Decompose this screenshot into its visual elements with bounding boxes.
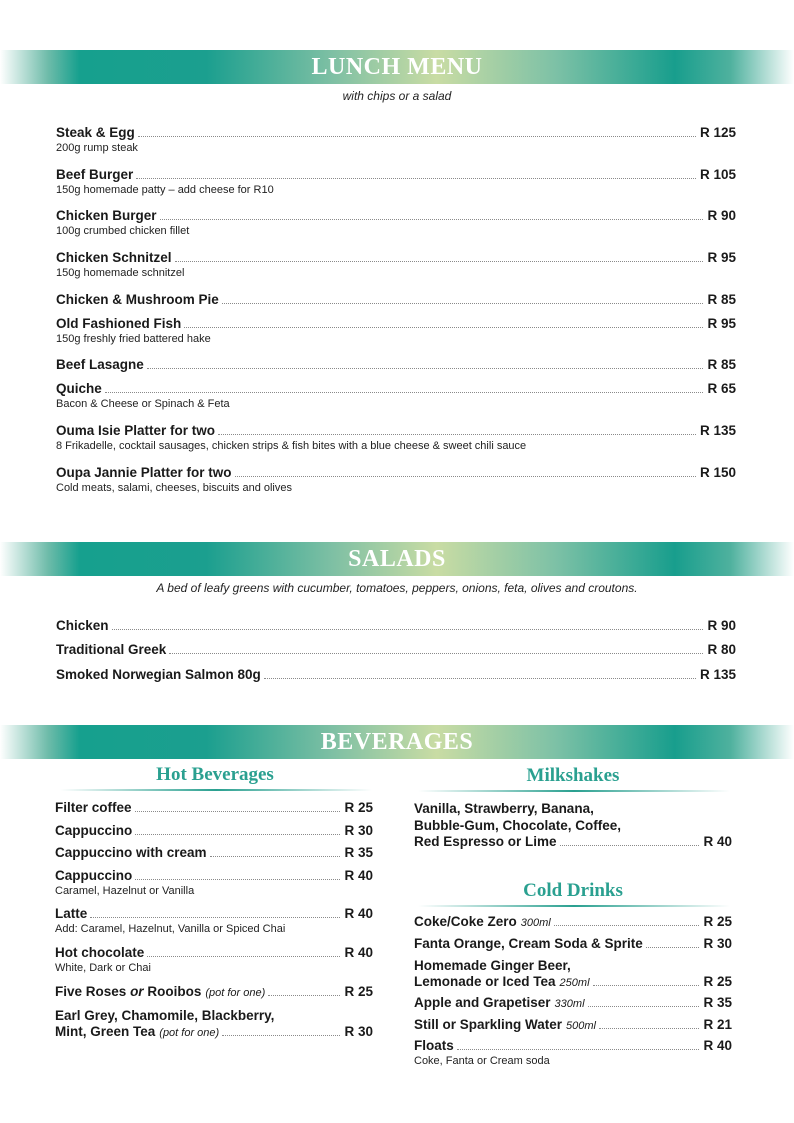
- menu-item-rooibos: [55, 984, 373, 999]
- item-price: R 95: [707, 316, 736, 331]
- leader-dots: [588, 1006, 700, 1007]
- milkshakes-item: [414, 800, 732, 849]
- leader-dots: [264, 678, 696, 679]
- leader-dots: [169, 653, 703, 654]
- leader-dots: [235, 476, 696, 477]
- item-name: Steak & Egg: [56, 125, 135, 140]
- item-name: Beef Burger: [56, 167, 134, 182]
- item-price: R 30: [344, 1024, 373, 1039]
- item-note: (pot for one): [159, 1027, 220, 1039]
- item-price: R 90: [707, 208, 736, 223]
- item-name: Chicken Schnitzel: [56, 250, 172, 265]
- item-price: R 150: [699, 465, 736, 480]
- item-price: R 30: [703, 936, 732, 951]
- item-name-part: Rooibos: [147, 984, 202, 999]
- item-note: (pot for one): [205, 987, 266, 999]
- item-description: 150g homemade patty – add cheese for R10: [56, 184, 274, 196]
- item-name: Still or Sparkling Water: [414, 1017, 563, 1032]
- menu-item: [55, 823, 373, 838]
- menu-item: [414, 936, 732, 951]
- item-price: R 135: [699, 423, 736, 438]
- item-name-line: Earl Grey, Chamomile, Blackberry,: [55, 1008, 275, 1023]
- milkshakes-heading: Milkshakes: [526, 765, 620, 786]
- lunch-menu-banner: [0, 50, 794, 84]
- item-description: Caramel, Hazelnut or Vanilla: [55, 885, 195, 897]
- item-name-line: Lemonade or Iced Tea: [414, 974, 556, 989]
- menu-item: [56, 667, 736, 682]
- menu-item: [414, 1038, 732, 1067]
- item-price: R 40: [344, 868, 373, 883]
- item-description: Cold meats, salami, cheeses, biscuits and olives: [56, 482, 292, 494]
- item-price: R 125: [699, 125, 736, 140]
- menu-item: [56, 292, 736, 307]
- leader-dots: [175, 261, 704, 262]
- salads-title: SALADS: [348, 545, 446, 572]
- item-price: R 85: [707, 357, 736, 372]
- item-price: R 40: [703, 1038, 732, 1053]
- leader-dots: [554, 925, 700, 926]
- milkshake-flavours-line: Red Espresso or Lime: [414, 834, 557, 849]
- item-price: R 30: [344, 823, 373, 838]
- item-description: 8 Frikadelle, cocktail sausages, chicken strips & fish bites with a blue cheese & sweet chili sauce: [56, 440, 527, 452]
- menu-item: [56, 381, 736, 410]
- item-name: Traditional Greek: [56, 642, 167, 657]
- item-description: 150g homemade schnitzel: [56, 267, 185, 279]
- leader-dots: [160, 219, 704, 220]
- heading-underline: [60, 789, 372, 791]
- heading-underline: [418, 905, 730, 907]
- salads-subtitle: A bed of leafy greens with cucumber, tomatoes, peppers, onions, feta, olives and croutons.: [156, 581, 638, 595]
- menu-item: [56, 208, 736, 237]
- leader-dots: [646, 947, 700, 948]
- leader-dots: [90, 917, 340, 918]
- menu-item-tea: [55, 1007, 373, 1039]
- item-price: R 35: [703, 995, 732, 1010]
- item-name: Old Fashioned Fish: [56, 316, 182, 331]
- item-price: R 80: [707, 642, 736, 657]
- beverages-title: BEVERAGES: [320, 728, 474, 755]
- milkshake-flavours-line: Bubble-Gum, Chocolate, Coffee,: [414, 818, 622, 833]
- item-price: R 85: [707, 292, 736, 307]
- menu-item: [55, 868, 373, 897]
- item-price: R 40: [344, 945, 373, 960]
- item-price: R 35: [344, 845, 373, 860]
- leader-dots: [135, 811, 341, 812]
- item-size: 500ml: [566, 1020, 596, 1032]
- menu-item: [414, 914, 732, 929]
- item-name: Beef Lasagne: [56, 357, 144, 372]
- beverages-banner: [0, 725, 794, 759]
- leader-dots: [136, 178, 696, 179]
- item-price: R 40: [703, 834, 732, 849]
- lunch-menu-title: LUNCH MENU: [311, 53, 483, 80]
- lunch-subtitle: with chips or a salad: [342, 89, 452, 103]
- item-name: Oupa Jannie Platter for two: [56, 465, 232, 480]
- item-name: Latte: [55, 906, 88, 921]
- leader-dots: [105, 392, 704, 393]
- item-name-line: Homemade Ginger Beer,: [414, 958, 571, 973]
- item-price: R 25: [344, 800, 373, 815]
- salads-banner: [0, 542, 794, 576]
- leader-dots: [560, 845, 700, 846]
- leader-dots: [222, 303, 704, 304]
- item-name: Hot chocolate: [55, 945, 145, 960]
- item-name: Coke/Coke Zero: [414, 914, 517, 929]
- leader-dots: [268, 995, 340, 996]
- leader-dots: [112, 629, 704, 630]
- item-price: R 95: [707, 250, 736, 265]
- menu-item: [56, 465, 736, 494]
- leader-dots: [135, 879, 340, 880]
- item-name: Cappuccino: [55, 823, 133, 838]
- menu-item: [56, 618, 736, 633]
- item-name: Cappuccino: [55, 868, 133, 883]
- item-price: R 105: [699, 167, 736, 182]
- leader-dots: [222, 1035, 340, 1036]
- menu-item: [56, 167, 736, 196]
- leader-dots: [218, 434, 696, 435]
- item-description: 200g rump steak: [56, 142, 138, 154]
- leader-dots: [147, 368, 704, 369]
- item-price: R 25: [703, 974, 732, 989]
- menu-item: [55, 800, 373, 815]
- menu-item: [56, 642, 736, 657]
- leader-dots: [138, 136, 696, 137]
- item-description: Bacon & Cheese or Spinach & Feta: [56, 398, 230, 410]
- item-size: 330ml: [554, 998, 585, 1010]
- heading-underline: [418, 790, 730, 792]
- item-name-part: Five Roses: [55, 984, 127, 999]
- item-price: R 90: [707, 618, 736, 633]
- leader-dots: [184, 327, 703, 328]
- item-name: Apple and Grapetiser: [414, 995, 551, 1010]
- item-description: 150g freshly fried battered hake: [56, 333, 211, 345]
- leader-dots: [135, 834, 340, 835]
- item-name-or: or: [130, 984, 144, 999]
- item-size: 300ml: [520, 917, 551, 929]
- menu-item: [55, 845, 373, 860]
- menu-item: [55, 906, 373, 935]
- item-size: 250ml: [559, 977, 590, 989]
- item-price: R 135: [699, 667, 736, 682]
- menu-item: [56, 250, 736, 279]
- item-price: R 25: [703, 914, 732, 929]
- leader-dots: [599, 1028, 699, 1029]
- hot-beverages-heading: Hot Beverages: [156, 764, 274, 785]
- item-name: Fanta Orange, Cream Soda & Sprite: [414, 936, 643, 951]
- leader-dots: [593, 985, 700, 986]
- menu-item: [55, 945, 373, 974]
- item-price: R 65: [707, 381, 736, 396]
- item-description: Add: Caramel, Hazelnut, Vanilla or Spiced Chai: [55, 923, 286, 935]
- item-name: Floats: [414, 1038, 454, 1053]
- item-name: [55, 984, 201, 999]
- milkshake-flavours-line: Vanilla, Strawberry, Banana,: [414, 801, 594, 816]
- menu-item: [414, 1017, 732, 1032]
- item-name: Chicken: [56, 618, 109, 633]
- leader-dots: [147, 956, 340, 957]
- menu-item: [56, 125, 736, 154]
- item-name: Cappuccino with cream: [55, 845, 207, 860]
- item-price: R 40: [344, 906, 373, 921]
- item-name: Smoked Norwegian Salmon 80g: [56, 667, 261, 682]
- menu-item-ginger-beer: [414, 957, 732, 989]
- item-name: Quiche: [56, 381, 102, 396]
- menu-item: [56, 423, 736, 452]
- item-name-line: Mint, Green Tea: [55, 1024, 156, 1039]
- item-name: Ouma Isie Platter for two: [56, 423, 216, 438]
- item-name: Chicken Burger: [56, 208, 157, 223]
- menu-item: [414, 995, 732, 1010]
- item-price: R 25: [344, 984, 373, 999]
- menu-item: [56, 316, 736, 345]
- item-description: White, Dark or Chai: [55, 962, 151, 974]
- item-description: 100g crumbed chicken fillet: [56, 225, 190, 237]
- item-description: Coke, Fanta or Cream soda: [414, 1055, 550, 1067]
- leader-dots: [210, 856, 341, 857]
- item-name: Chicken & Mushroom Pie: [56, 292, 219, 307]
- menu-item: [56, 357, 736, 372]
- item-name: Filter coffee: [55, 800, 132, 815]
- leader-dots: [457, 1049, 700, 1050]
- item-price: R 21: [703, 1017, 732, 1032]
- cold-drinks-heading: Cold Drinks: [523, 880, 623, 901]
